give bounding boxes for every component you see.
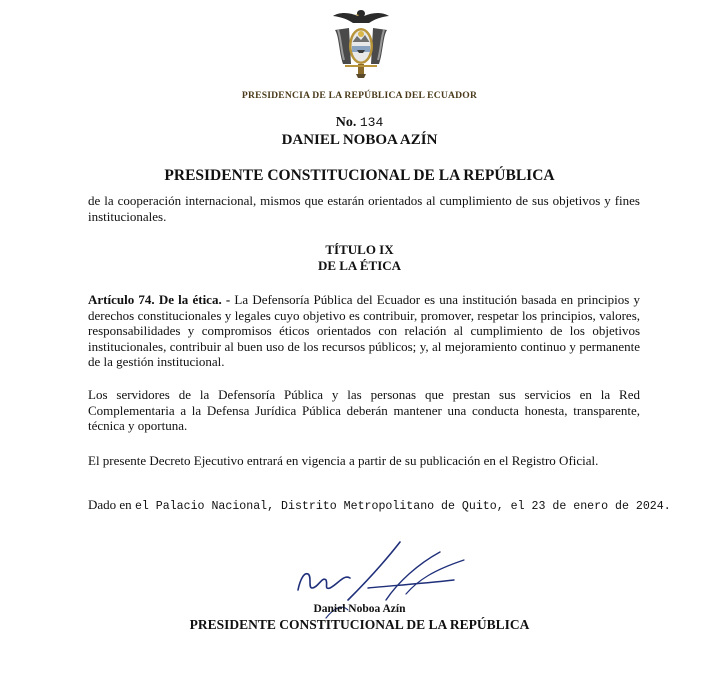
continuation-paragraph: de la cooperación internacional, mismos que estarán orientados al cumplimiento de sus objetivos y fines institucionales. bbox=[88, 193, 640, 224]
dado-prefix: Dado en bbox=[88, 497, 135, 512]
title-number: TÍTULO IX bbox=[325, 242, 394, 257]
signer-name: Daniel Noboa Azín bbox=[313, 603, 406, 615]
dado-place: el Palacio Nacional, Distrito Metropolitano de Quito, bbox=[134, 500, 504, 513]
signer-title: PRESIDENTE CONSTITUCIONAL DE LA REPÚBLICA bbox=[189, 617, 530, 632]
servants-paragraph: Los servidores de la Defensoría Pública y las personas que prestan sus servicios en la Red Complementaria a la Defensa Jurídica Pública deberán mantener una conducta honesta, transparente, técnica y oportuna. bbox=[88, 387, 640, 434]
decree-number: 134 bbox=[359, 115, 384, 130]
dado-date: el 23 de enero de 2024. bbox=[503, 500, 671, 513]
decree-prefix: No. bbox=[335, 115, 357, 130]
handwritten-signature bbox=[268, 530, 488, 630]
coat-of-arms-icon bbox=[329, 6, 393, 86]
president-name: DANIEL NOBOA AZÍN bbox=[281, 132, 438, 148]
president-title: PRESIDENTE CONSTITUCIONAL DE LA REPÚBLICA bbox=[164, 167, 555, 184]
section-title bbox=[0, 242, 719, 274]
article-74-paragraph bbox=[88, 292, 640, 370]
decree-number-line bbox=[0, 115, 719, 131]
title-name: DE LA ÉTICA bbox=[317, 258, 402, 273]
vigencia-paragraph: El presente Decreto Ejecutivo entrará en vigencia a partir de su publicación en el Registro Oficial. bbox=[88, 453, 599, 468]
institution-header: PRESIDENCIA DE LA REPÚBLICA DEL ECUADOR bbox=[241, 90, 478, 101]
article-heading: Artículo 74. De la ética. - bbox=[88, 292, 231, 307]
article-text: La Defensoría Pública del Ecuador es una institución basada en principios y derechos constitucionales y legales cuyo objetivo es contribuir, promover, respetar los principios, valores, responsabilidades y compromisos éticos orientados con relación al cumplimiento de los objetivos institucionales, contribuir al buen uso de los recursos públicos; y, al mejoramiento continuo y permanente de la gestión institucional. bbox=[88, 292, 641, 370]
issued-at-line bbox=[88, 497, 671, 513]
